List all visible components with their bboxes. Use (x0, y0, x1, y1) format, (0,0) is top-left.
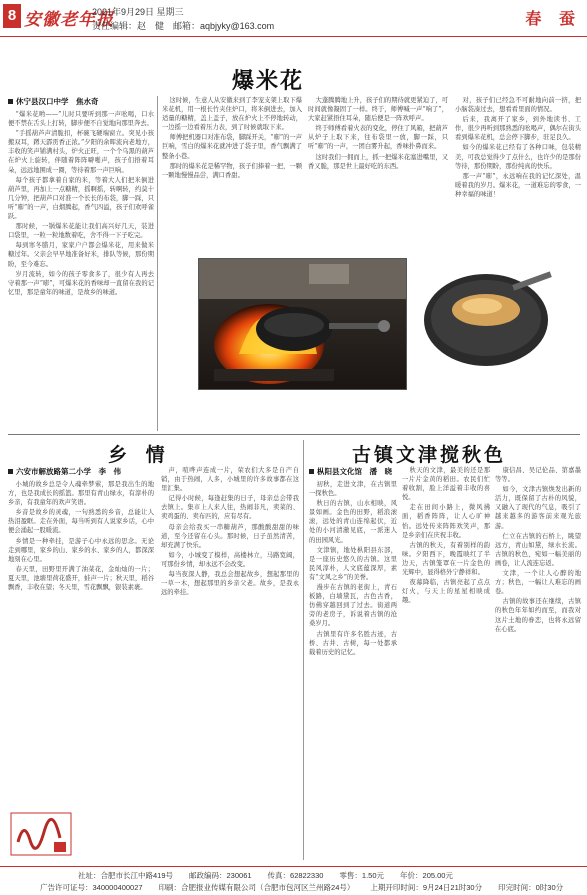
paragraph: 后来，我离开了家乡，到外地读书、工作，很少再听到那熟悉的吆喝声，偶尔在街头看到爆米花机，总会停下脚步，驻足良久。 (455, 116, 581, 142)
story-two-column-2 (161, 466, 299, 862)
main-story-column-1 (8, 96, 154, 431)
footer-item: 零售：1.50元 (339, 871, 385, 880)
paragraph: 母亲会给我买一串糖葫芦，那酸酸甜甜的味道，至今还留在心头。那时候，日子虽然清苦，却充满了快乐。 (161, 523, 299, 549)
story-two-title: 乡 情 (108, 444, 171, 466)
section-name: 春 蚕 (525, 9, 581, 28)
page-header (0, 0, 587, 37)
page-number: 8 (3, 4, 21, 28)
paragraph: 乡情是一种牵挂，是游子心中永远的思念。无论走到哪里，家乡的山、家乡的水、家乡的人，都深深地刻在心里。 (8, 537, 154, 563)
footer-item: 邮政编码：230061 (189, 871, 252, 880)
paragraph: 文津，一个让人心醉的地方；秋色，一幅让人难忘的画卷。 (495, 570, 581, 596)
paragraph: 每到寒冬腊月，家家户户都会爆米花，用来做米糖过年。父亲会早早地准备好米，排队等候，那份期盼，至今难忘。 (8, 242, 154, 268)
paragraph: 仁立在古镇的石桥上，眺望远方，青山如黛，绿水长流。古镇的秋色，宛如一幅美丽的画卷，让人流连忘返。 (495, 532, 581, 567)
page-footer (0, 866, 587, 895)
paragraph: 走在田间小路上，微风拂面，稻香阵阵，让人心旷神怡。远处传来阵阵欢笑声，那是乡亲们在庆祝丰收。 (402, 504, 490, 539)
paragraph: 每个孩子都拿着自家的米，等着大人们把米倒进葫芦里，再加上一点糖精，摇啊摇，转啊转，约莫十几分钟，把葫芦口对准一个长长的布袋，脚一踩，只听“嘭”的一声，白烟腾起，香气四溢，孩子们欢呼雀跃。 (8, 176, 154, 221)
footer-line-1 (78, 870, 469, 881)
paragraph: 每当夜深人静，我总会想起故乡，想起那里的一草一木，想起那里的乡亲父老。故乡，是我永远的牵挂。 (161, 571, 299, 597)
paragraph: 这时我们一拥而上，抓一把爆米花塞进嘴里，又香又脆，那是世上最好吃的东西。 (308, 153, 448, 170)
footer-item: 印完时间：0时30分 (498, 883, 564, 892)
paragraph: 初秋，走进文津，在古镇里一探秋色。 (309, 481, 397, 498)
paragraph: 秋天的文津，最美的还是那一片片金黄的稻田。农民们忙着收割，脸上洋溢着丰收的喜悦。 (402, 467, 490, 502)
footer-item: 广告许可证号：340000400027 (40, 883, 143, 892)
column-divider (303, 440, 304, 860)
footer-item: 上期开印时间：9月24日21时30分 (370, 883, 483, 892)
story-three-column-3 (495, 466, 581, 862)
paragraph: 如今，小城变了模样，高楼林立，马路宽阔，可那份乡情，却永远不会改变。 (161, 551, 299, 568)
main-story-title: 爆米花 (232, 68, 305, 94)
paragraph: 对，孩子们已经急不可耐地向前一挤，把小脑袋凑过去，想看看里面的情况。 (455, 97, 581, 114)
paragraph: 古镇的故事还在继续，古镇的秋色年年如约而至，而我对这片土地的眷恋，也将永远留在心底。 (495, 598, 581, 633)
paragraph: 那一声“嘭”，永远响在我的记忆深处，温暖着我的岁月。爆米花，一道难忘的零食，一种幸福的味道！ (455, 172, 581, 198)
paragraph: 漫步在古镇的老街上，青石板路，白墙黛瓦，古色古香，仿佛穿越回到了过去。街道两旁的老房子，诉说着古镇的沧桑岁月。 (309, 584, 397, 628)
paragraph: 夜幕降临，古镇亮起了点点灯火，与天上的星星相映成趣。 (402, 579, 490, 605)
story-two-byline: 六安市解放路第二小学 李 伟 (8, 466, 154, 477)
main-story-column-2 (162, 96, 302, 254)
calligraphy-stamp (10, 812, 72, 856)
footer-item: 年价：205.00元 (400, 871, 453, 880)
story-three-column-1 (309, 466, 397, 862)
paragraph: 秋日的古镇，山水相映，风景如画。金色的田野，稻浪滚滚，远处的青山连绵起伏，近处的小河清澈见底，一派迷人的田园风光。 (309, 500, 397, 544)
newspaper-brand: 安徽老年报 (24, 10, 114, 30)
story-three-column-2 (402, 466, 490, 862)
paragraph: 那时的爆米花是稀罕物，孩子们捧着一把，一颗一颗地慢慢品尝，满口香甜。 (162, 162, 302, 179)
paragraph: 师傅把机器口对准布袋，脚踩开关，“嘭”的一声巨响，雪白的爆米花就冲进了袋子里，香气飘满了整条小巷。 (162, 134, 302, 160)
paragraph: 古镇的秋天，有着别样的韵味。夕阳西下，晚霞映红了半边天，古镇笼罩在一片金色的光辉中，显得格外宁静祥和。 (402, 541, 490, 577)
paragraph: 那时候，一锅爆米花能让我们高兴好几天，装进口袋里，一粒一粒地数着吃，舍不得一下子吃完。 (8, 223, 154, 240)
popcorn-machine-photo (198, 258, 407, 390)
footer-line-2 (40, 882, 579, 893)
paragraph: 如今，文津古镇焕发出新的活力，既保留了古朴的风貌，又融入了现代的气息，吸引了越来越多的游客前来观光旅游。 (495, 486, 581, 530)
footer-item: 印刷：合肥报业传媒有限公司（合肥市包河区兰州路24号） (158, 883, 355, 892)
issue-date: 2021年9月29日 星期三 (92, 7, 184, 17)
section-divider (8, 434, 580, 435)
paragraph: 大蓬腾腾地上升，孩子们的期待就更紧迫了，可时间就像凝固了一样。终于，师傅喊一声“响了”，大家赶紧捂住耳朵，随后便是一阵欢呼声。 (308, 97, 448, 123)
popcorn-machine-closeup-photo (412, 260, 560, 380)
column-divider (157, 96, 158, 431)
paragraph: 这时候，生意人从安徽来到了李宠支架上取下爆米花机，用一根长竹夹住炉口，将米倒进去，加入适量的糖精，盖上盖子，放在炉火上不停地转动，一边摇一边看着压力表，到了时候就取下来。 (162, 97, 302, 132)
editor-info: 责任编辑：赵 健 邮箱：aqbjyky@163.com (92, 21, 275, 31)
paragraph: 如今的爆米花已经有了各种口味，包装精美，可我总觉得少了点什么，也许少的是那份等待，那份期盼，那份纯真的快乐。 (455, 144, 581, 170)
paragraph: 古镇里有许多名胜古迹，古桥、古井、古树，每一处都承载着历史的记忆。 (309, 630, 397, 656)
story-three-byline: 枞阳县文化馆 潘 晓 (309, 466, 397, 477)
paragraph: 乡音是故乡的灵魂，一句熟悉的乡音，总能让人热泪盈眶。走在外面，每当听到有人说家乡话，心中便会涌起一股暖流。 (8, 509, 154, 535)
paragraph: 小城的故乡总是令人魂牵梦萦，那是我出生的地方，也是我成长的摇篮。那里有青山绿水，有淳朴的乡亲，有我童年的欢声笑语。 (8, 481, 154, 507)
story-three-title: 古镇文津搅秋色 (352, 444, 507, 466)
main-story-column-3 (308, 96, 448, 254)
paragraph: 春天里，田野里开满了油菜花，金灿灿的一片；夏天里，池塘里荷花盛开，蛙声一片；秋天里，稻谷飘香，丰收在望；冬天里，雪花飘飘，银装素裹。 (8, 565, 154, 592)
main-story-column-4 (455, 96, 581, 256)
paragraph: 文津镇，地处枞阳县东部，是一座历史悠久的古镇。这里民风淳朴，人文底蕴深厚，素有“文风之乡”的美誉。 (309, 546, 397, 581)
paragraph: “手摇葫芦声清脆扣，杯碗飞硬端窗立。突见小孩搬双耳，蹲天霹雳香正浓。”夕阳的余晖流向老地方，丰收的笑声铺满村头，炉火正旺，一个个乌黑的葫芦在炉火上旋转，伴随着阵阵噼啪声，孩子们捂着耳朵，远远地围成一圈，等待着那一声巨响。 (8, 130, 154, 174)
story-two-column-1 (8, 466, 154, 806)
main-story-byline: 休宁县汉口中学 焦水奇 (8, 96, 154, 107)
paragraph: “爆米花哟——”儿时只要听到那一声吆喝，口水便不禁在舌头上打转，脚步便不自觉地向那里奔去。 (8, 111, 154, 128)
footer-item: 社址：合肥市长江中路419号 (78, 871, 174, 880)
paragraph: 终于师傅看着火表的变化，停住了风箱，把葫芦从炉子上取下来，往布袋里一放，脚一踩，只听“嘭”的一声，一团白雾升起，香味扑鼻而来。 (308, 125, 448, 151)
paragraph: 岁月流转，如今的孩子零食多了，很少有人再去守着那一声“嘭”，可爆米花的香味却一直留在我的记忆里，那是童年的味道，是故乡的味道。 (8, 270, 154, 296)
paragraph: 记得小时候，每逢赶集的日子，母亲总会带我去镇上。集市上人来人往，热闹非凡，卖菜的、卖鸡蛋的、卖布匹的，应有尽有。 (161, 495, 299, 521)
main-story-column-2-lower (162, 392, 582, 430)
footer-item: 传真：62822330 (267, 871, 324, 880)
paragraph: 声，喧哗声连成一片，荣农们大多是自产自销，由于热闹，人多，小城里的许多故事都在这里汇集。 (161, 467, 299, 493)
paragraph: 康信昌、吴记伦品、第嘉墨等等。 (495, 467, 581, 484)
